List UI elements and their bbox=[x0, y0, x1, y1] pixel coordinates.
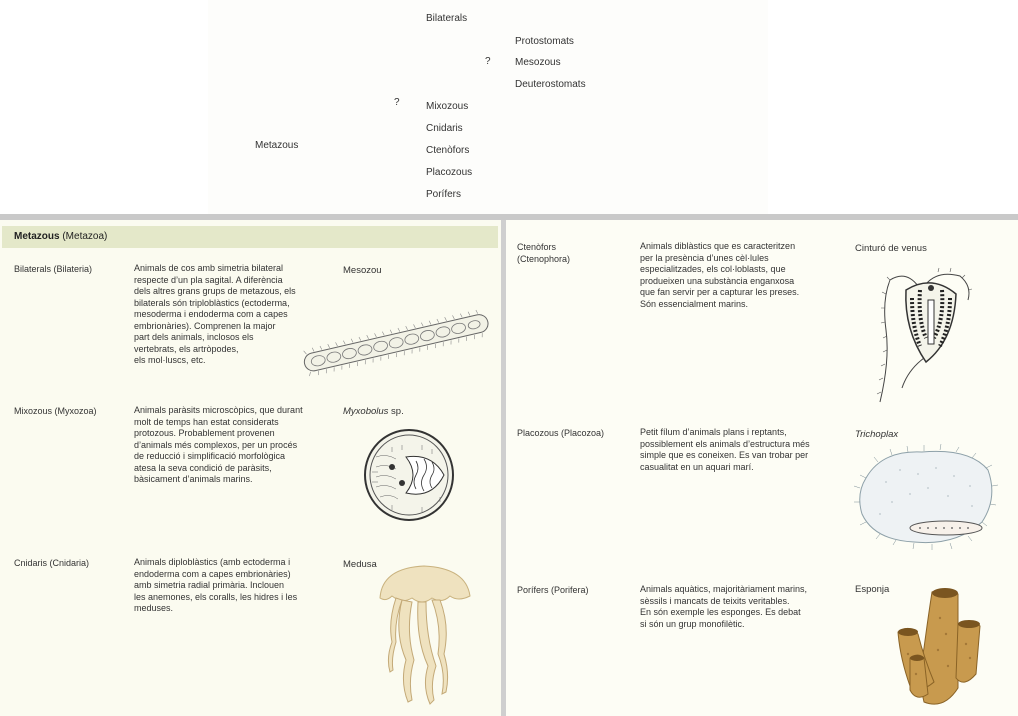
illustration-label-mesozou: Mesozou bbox=[343, 265, 382, 276]
tree-label-protostomats: Protostomats bbox=[515, 36, 574, 47]
row-desc-mixozous: Animals paràsits microscòpics, que durant molt de temps han estat considerats protozous. Probablement provenen d’animals més complexos, per un procés de reducció i simplificació morfològica atesa la seva condició de paràsits, bàsicament d’animals marins. bbox=[134, 405, 303, 484]
tree-question-mark: ? bbox=[485, 56, 491, 67]
table-title bbox=[14, 231, 107, 242]
row-desc-ctenofors: Animals diblàstics que es caracteritzen per la presència d’unes cèl·lules especialitzades, els col·loblasts, que produeixen una substància enganxosa que fan servir per a capturar les preses. Són essencialment marins. bbox=[640, 241, 800, 309]
row-desc-bilaterals: Animals de cos amb simetria bilateral respecte d’un pla sagital. A diferència dels altres grans grups de metazous, els bilaterals són triploblàstics (ectoderma, mesoderma i endoderma com a capes embrionàries). Comprenen la major part dels animals, inclosos els vertebrats, els artròpodes, els mol·luscs, etc. bbox=[134, 263, 296, 365]
row-desc-porifers: Animals aquàtics, majoritàriament marins, sèssils i mancats de teixits veritables. En són exemple les esponges. Es debat si són un grup monofilètic. bbox=[640, 584, 808, 629]
illustration-label-medusa: Medusa bbox=[343, 559, 377, 570]
illustration-label-myxobolus-sp: sp. bbox=[388, 406, 404, 417]
row-name-bilaterals: Bilaterals (Bilateria) bbox=[14, 264, 93, 274]
table-right-column bbox=[506, 220, 1018, 716]
illustration-label-cinturo: Cinturó de venus bbox=[855, 243, 927, 254]
row-name-placozous: Placozous (Placozoa) bbox=[517, 428, 605, 438]
table-title-latin: (Metazoa) bbox=[59, 231, 108, 242]
tree-label-deuterostomats: Deuterostomats bbox=[515, 79, 586, 90]
sponge-icon bbox=[884, 578, 994, 714]
tree-label-metazous: Metazous bbox=[255, 140, 299, 151]
tree-label-cnidaris: Cnidaris bbox=[426, 123, 463, 134]
table-header bbox=[2, 226, 498, 248]
row-name-mixozous: Mixozous (Myxozoa) bbox=[14, 406, 97, 416]
medusa-jellyfish-icon bbox=[372, 562, 476, 706]
tree-label-placozous: Placozous bbox=[426, 167, 473, 178]
tree-label-mesozous: Mesozous bbox=[515, 57, 561, 68]
table-title-bold: Metazous bbox=[14, 231, 60, 242]
phylogeny-tree bbox=[0, 0, 1018, 214]
row-name-ctenofors: Ctenòfors (Ctenophora) bbox=[517, 242, 571, 264]
tree-margin-right bbox=[768, 0, 1018, 214]
tree-margin-left bbox=[0, 0, 208, 214]
illustration-label-myxobolus bbox=[343, 406, 404, 417]
trichoplax-icon bbox=[852, 442, 998, 550]
tree-label-porifers: Porífers bbox=[426, 189, 462, 200]
mesozou-worm-icon bbox=[292, 302, 498, 382]
tree-question-mark: ? bbox=[394, 97, 400, 108]
tree-label-mixozous: Mixozous bbox=[426, 101, 469, 112]
illustration-label-trichoplax: Trichoplax bbox=[855, 429, 899, 440]
myxobolus-spore-icon bbox=[362, 427, 456, 523]
illustration-label-esponja: Esponja bbox=[855, 584, 890, 595]
ctenophore-icon bbox=[868, 260, 978, 410]
row-name-cnidaris: Cnidaris (Cnidaria) bbox=[14, 558, 90, 568]
row-name-porifers: Porífers (Porifera) bbox=[517, 585, 589, 595]
row-desc-placozous: Petit fílum d’animals plans i reptants, possiblement els animals d’estructura més simple que es coneixen. Es van trobar per casualitat en un aquari marí. bbox=[640, 427, 810, 472]
tree-label-bilaterals: Bilaterals bbox=[426, 13, 468, 24]
table-left-column bbox=[0, 220, 501, 716]
tree-label-ctenofors: Ctenòfors bbox=[426, 145, 470, 156]
row-desc-cnidaris: Animals diploblàstics (amb ectoderma i endoderma com a capes embrionàries) amb simetria radial primària. Inclouen les anemones, els coralls, les hidres i les meduses. bbox=[134, 557, 298, 613]
illustration-label-myxobolus-genus: Myxobolus bbox=[343, 406, 389, 417]
